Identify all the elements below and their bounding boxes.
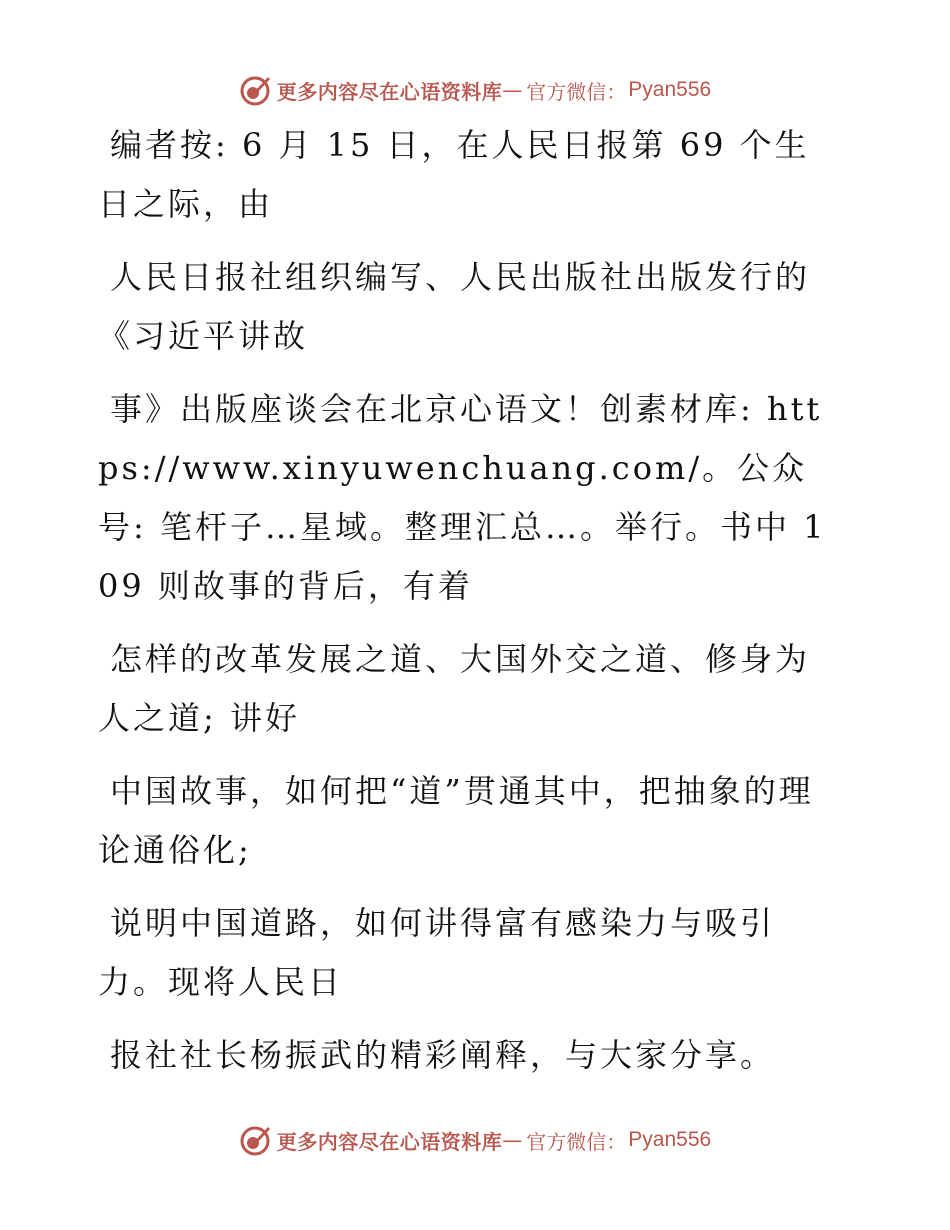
banner-title: 更多内容尽在心语资料库 xyxy=(276,79,503,104)
banner-dash: — xyxy=(502,78,523,102)
header-banner xyxy=(0,70,950,110)
banner-wechat-id: Pyan556 xyxy=(628,1128,712,1151)
paragraph: 报社社长杨振武的精彩阐释，与大家分享。 xyxy=(110,1036,776,1074)
paragraph: 怎样的改革发展之道、大国外交之道、修身为人之道; 讲好 xyxy=(98,640,811,737)
footer-banner xyxy=(0,1120,950,1160)
banner-title: 更多内容尽在心语资料库 xyxy=(276,1129,503,1154)
paragraph: 事》出版座谈会在北京心语文！创素材库: https://www.xinyuwenchuang.com/。公众号: 笔杆子…星域。整理汇总…。举行。书中 109 则故事的背后，有着 xyxy=(98,390,827,605)
banner-wechat-label: 官方微信： xyxy=(526,79,627,104)
document-body xyxy=(98,116,838,1099)
banner-wechat-id: Pyan556 xyxy=(628,78,712,101)
paragraph: 说明中国道路，如何讲得富有感染力与吸引力。现将人民日 xyxy=(98,904,776,1001)
pen-logo-icon xyxy=(239,74,271,106)
banner-dash: — xyxy=(502,1128,523,1152)
pen-logo-icon xyxy=(239,1124,271,1156)
paragraph: 中国故事，如何把“道”贯通其中，把抽象的理论通俗化; xyxy=(98,772,814,869)
paragraph: 编者按: 6 月 15 日，在人民日报第 69 个生日之际，由 xyxy=(98,126,810,223)
banner-wechat-label: 官方微信： xyxy=(526,1129,627,1154)
paragraph: 人民日报社组织编写、人民出版社出版发行的《习近平讲故 xyxy=(98,258,811,355)
